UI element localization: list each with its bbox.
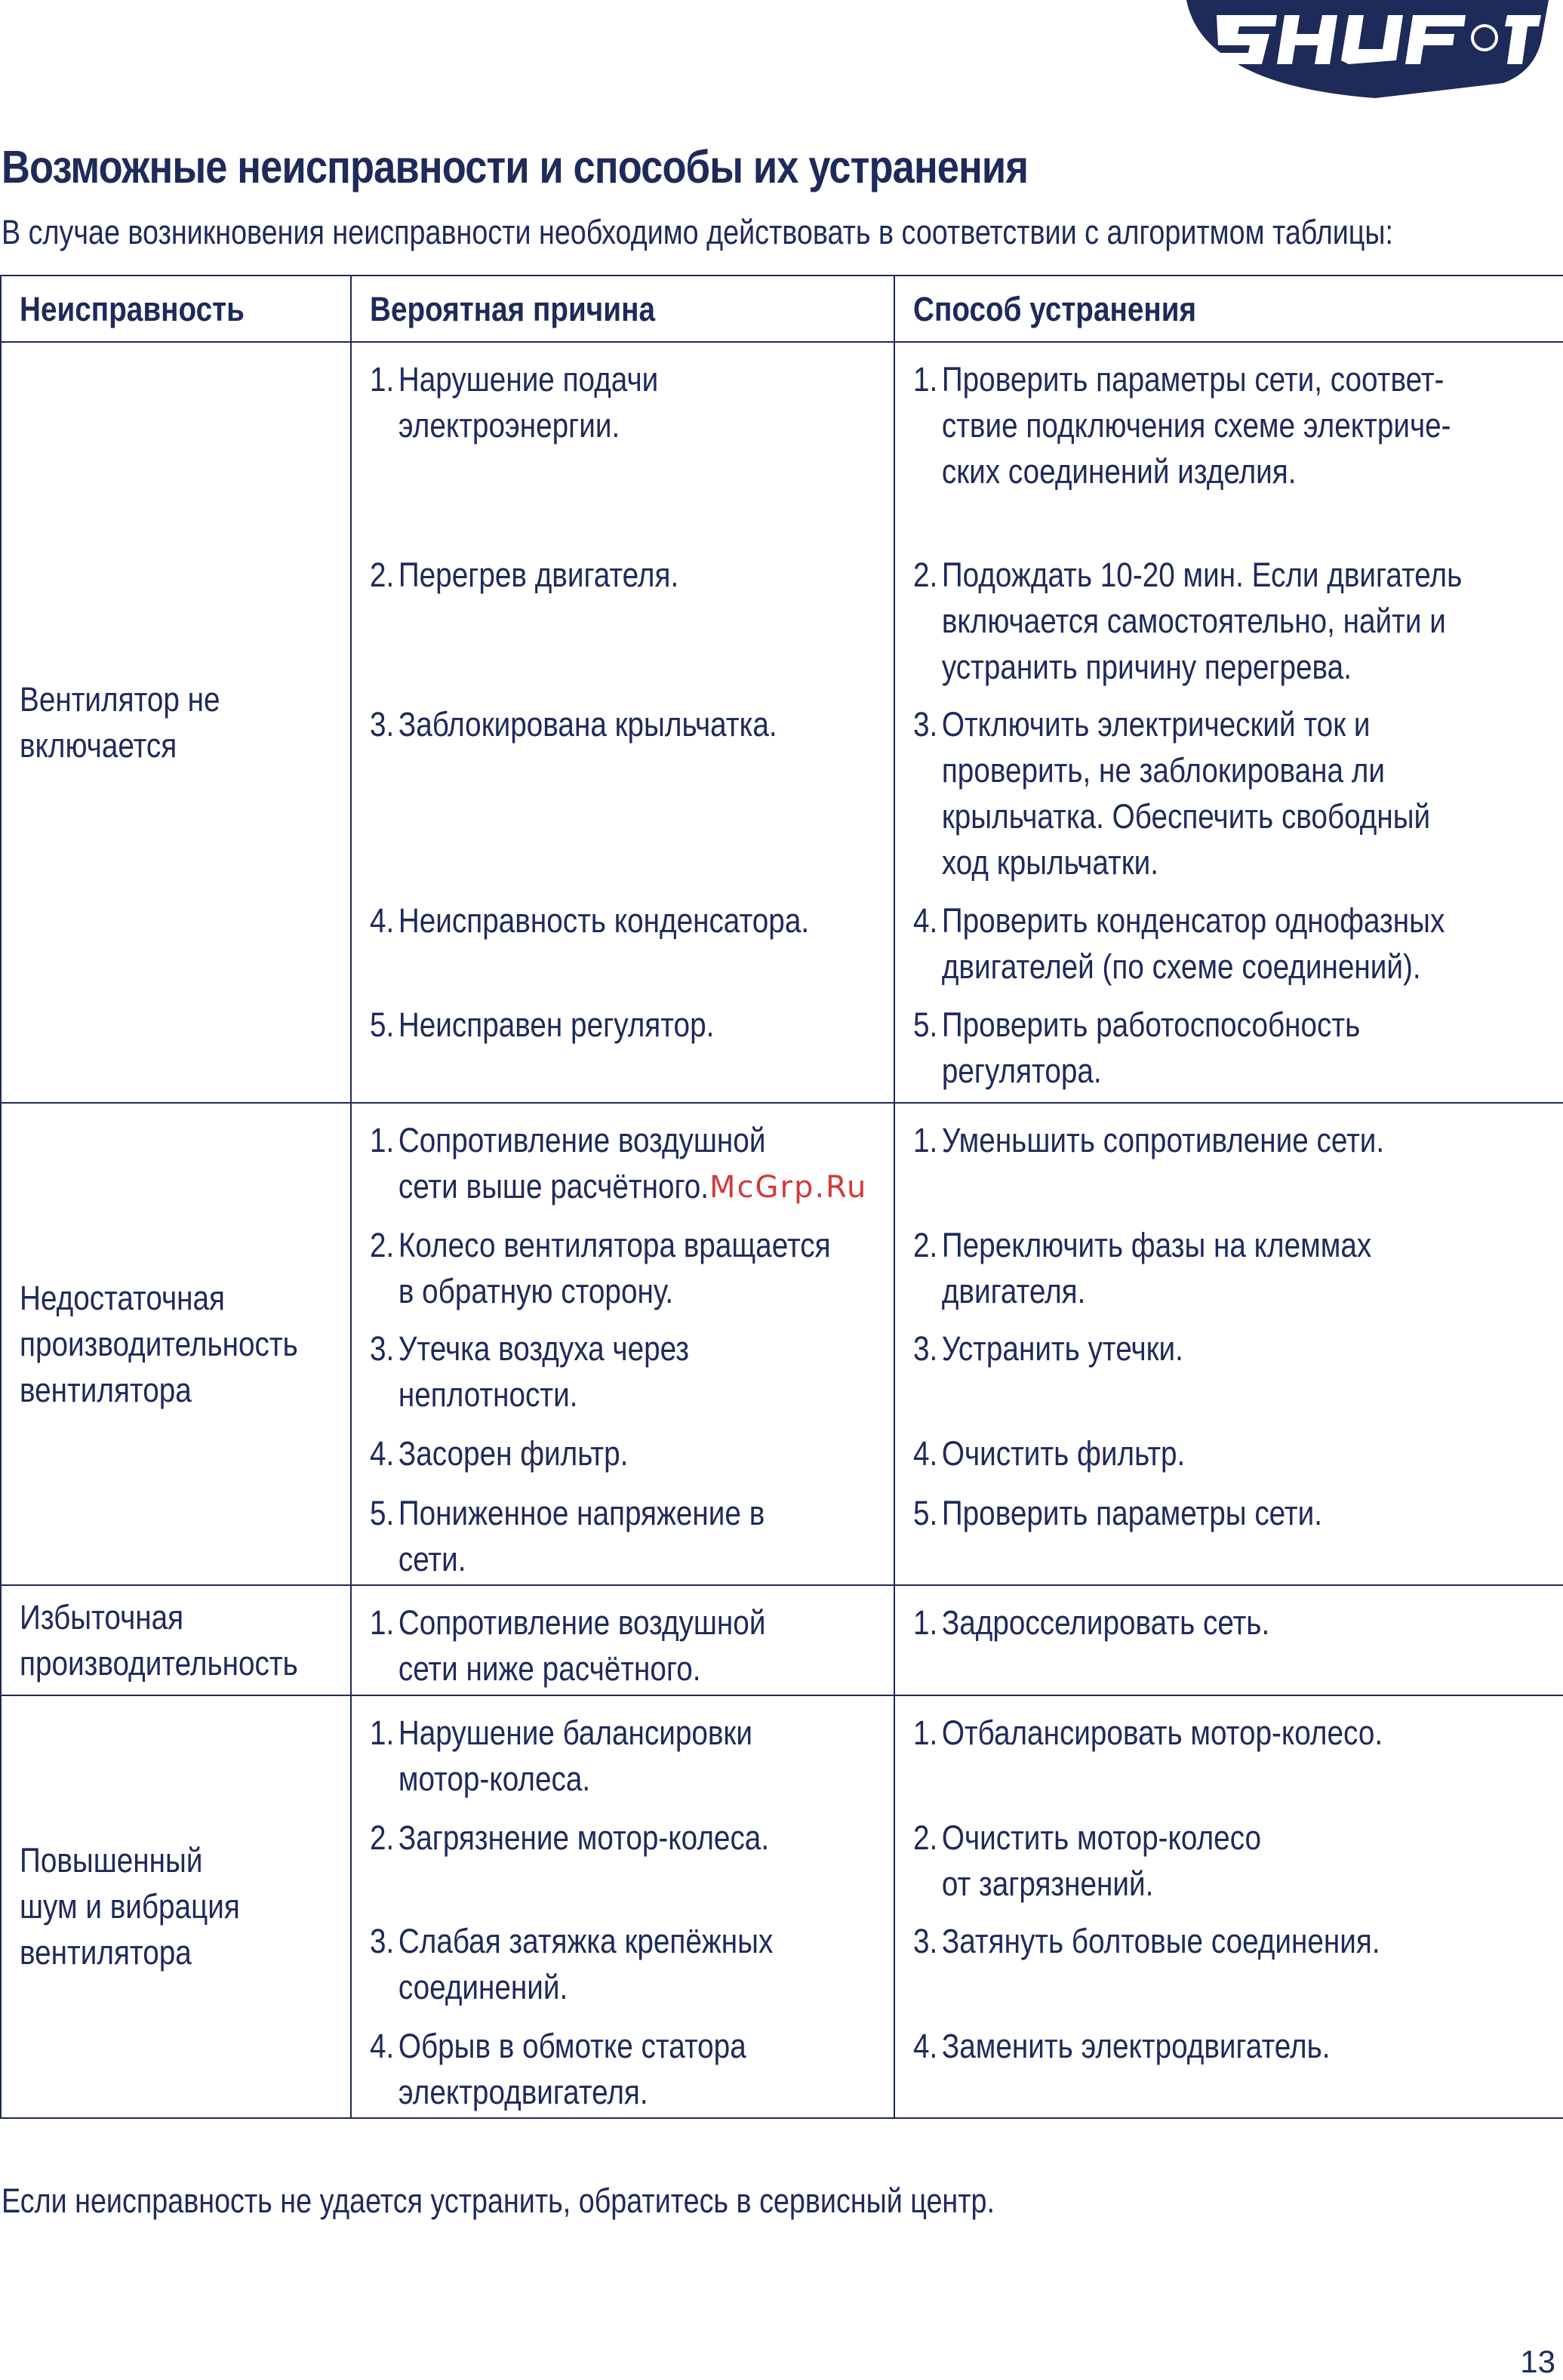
item-number: 3.	[370, 705, 395, 744]
item-text: Утечка воздуха через неплотности.	[398, 1329, 690, 1414]
item-text: Очистить мотор-колесо от загрязнений.	[941, 1818, 1262, 1903]
item-number: 5.	[370, 1005, 395, 1044]
item-number: 5.	[913, 1005, 938, 1044]
header-fault: Неисправность	[1, 276, 351, 342]
item-number: 2.	[370, 556, 395, 594]
item-number: 4.	[913, 2026, 938, 2065]
watermark: McGrp.Ru	[709, 1170, 868, 1205]
item-text: Нарушение балансировки мотор-колеса.	[398, 1713, 752, 1798]
item-number: 5.	[370, 1493, 395, 1532]
item-number: 1.	[370, 360, 395, 399]
item-number: 2.	[370, 1818, 395, 1857]
cause-item	[370, 2023, 746, 2115]
table-row	[1, 1585, 1563, 1695]
fix-item	[913, 552, 1462, 690]
item-text: Уменьшить сопротивление сети.	[941, 1120, 1385, 1159]
item-number: 2.	[370, 1225, 395, 1264]
fault-cell: Избыточная производительность	[1, 1585, 351, 1695]
fix-cell	[894, 1585, 1563, 1695]
item-text: Нарушение подачи электроэнергии.	[398, 360, 659, 445]
header-cause: Вероятная причина	[351, 276, 894, 342]
cause-item	[370, 1710, 752, 1802]
item-text: Отбалансировать мотор-колесо.	[941, 1713, 1383, 1752]
fix-item	[913, 1599, 1269, 1646]
page-title: Возможные неисправности и способы их устранения	[2, 141, 1029, 192]
cause-item	[370, 1325, 689, 1418]
table-row	[1, 1695, 1563, 2118]
fix-item	[913, 1710, 1383, 1756]
item-number: 3.	[370, 1921, 395, 1960]
item-number: 2.	[913, 1225, 938, 1264]
item-text: Проверить параметры сети, соответ- ствие подключения схеме электриче- ских соединений изделия.	[941, 360, 1451, 491]
fix-item	[913, 1325, 1183, 1372]
item-text: Переключить фазы на клеммах двигателя.	[941, 1225, 1372, 1310]
header-fix: Способ устранения	[894, 276, 1563, 342]
item-number: 5.	[913, 1493, 938, 1532]
item-number: 1.	[913, 1713, 938, 1752]
table-row	[1, 342, 1563, 1103]
cause-item	[370, 1815, 769, 1861]
item-number: 1.	[370, 1120, 395, 1159]
item-text: Сопротивление воздушной сети ниже расчётного.	[398, 1603, 766, 1688]
intro-text: В случае возникновения неисправности необходимо действовать в соответствии с алгоритмом таблицы:	[2, 213, 1393, 251]
item-number: 2.	[913, 1818, 938, 1857]
item-number: 4.	[370, 901, 395, 940]
item-number: 4.	[913, 901, 938, 940]
item-text: Задросселировать сеть.	[941, 1603, 1270, 1642]
fix-cell	[894, 1695, 1563, 2118]
item-text: Заменить электродвигатель.	[941, 2026, 1331, 2065]
item-number: 1.	[370, 1713, 395, 1752]
item-text: Слабая затяжка крепёжных соединений.	[398, 1921, 774, 2006]
item-text: Обрыв в обмотке статора электродвигателя.	[398, 2026, 746, 2111]
item-number: 3.	[913, 1921, 938, 1960]
item-number: 4.	[913, 1433, 938, 1473]
item-text: Засорен фильтр.	[398, 1433, 629, 1473]
cause-item	[370, 1117, 765, 1209]
fix-item	[913, 1815, 1261, 1907]
fault-cell: Повышенный шум и вибрация вентилятора	[1, 1695, 351, 2118]
item-number: 2.	[913, 556, 938, 594]
shuft-logo	[1186, 0, 1549, 102]
cause-item	[370, 1430, 628, 1476]
item-text: Перегрев двигателя.	[398, 556, 679, 594]
item-text: Очистить фильтр.	[941, 1433, 1186, 1473]
item-text: Неисправен регулятор.	[398, 1005, 715, 1044]
page-number: 13	[1520, 2344, 1555, 2379]
cause-item	[370, 356, 658, 448]
cause-item	[370, 1002, 714, 1048]
fix-item	[913, 356, 1451, 494]
cause-item	[370, 701, 777, 747]
cause-item	[370, 1918, 773, 2010]
item-text: Неисправность конденсатора.	[398, 901, 810, 940]
fix-item	[913, 898, 1445, 990]
fault-cell: Вентилятор не включается	[1, 342, 351, 1103]
fix-item	[913, 1430, 1185, 1476]
fix-cell	[894, 1103, 1563, 1585]
item-number: 3.	[913, 705, 938, 744]
item-number: 3.	[913, 1329, 938, 1368]
item-text: Сопротивление воздушной сети выше расчётного.	[398, 1120, 766, 1205]
cause-item	[370, 552, 678, 598]
item-number: 1.	[370, 1603, 395, 1642]
item-text: Отключить электрический ток и проверить, не заблокирована ли крыльчатка. Обеспечить свободный ход крыльчатки.	[941, 705, 1431, 882]
item-number: 3.	[370, 1329, 395, 1368]
cause-item	[370, 1490, 765, 1582]
item-text: Проверить работоспособность регулятора.	[941, 1005, 1361, 1090]
item-number: 1.	[913, 1120, 938, 1159]
item-number: 1.	[913, 1603, 938, 1642]
cause-cell	[351, 1585, 894, 1695]
item-text: Пониженное напряжение в сети.	[398, 1493, 765, 1578]
fix-item	[913, 1222, 1371, 1314]
item-text: Проверить параметры сети.	[941, 1493, 1323, 1532]
fault-cell: Недостаточная производительность вентилятора	[1, 1103, 351, 1585]
item-text: Подождать 10-20 мин. Если двигатель включается самостоятельно, найти и устранить причину перегрева.	[941, 556, 1463, 686]
cause-cell	[351, 342, 894, 1103]
fix-item	[913, 2023, 1331, 2069]
fix-item	[913, 1918, 1380, 1964]
cause-item	[370, 898, 809, 944]
fix-cell	[894, 342, 1563, 1103]
fix-item	[913, 1490, 1322, 1536]
cause-item	[370, 1222, 831, 1314]
item-number: 4.	[370, 2026, 395, 2065]
item-text: Устранить утечки.	[941, 1329, 1183, 1368]
item-text: Колесо вентилятора вращается в обратную сторону.	[398, 1225, 831, 1310]
cause-item	[370, 1599, 765, 1692]
cause-cell	[351, 1695, 894, 2118]
item-number: 4.	[370, 1433, 395, 1473]
item-text: Затянуть болтовые соединения.	[941, 1921, 1380, 1960]
footer-note: Если неисправность не удается устранить, обратитесь в сервисный центр.	[2, 2181, 995, 2220]
fix-item	[913, 1117, 1384, 1163]
item-text: Загрязнение мотор-колеса.	[398, 1818, 770, 1857]
table-header-row	[1, 276, 1563, 342]
item-text: Проверить конденсатор однофазных двигателей (по схеме соединений).	[941, 901, 1445, 986]
item-text: Заблокирована крыльчатка.	[398, 705, 777, 744]
fix-item	[913, 1002, 1360, 1094]
item-number: 1.	[913, 360, 938, 399]
fix-item	[913, 701, 1430, 885]
